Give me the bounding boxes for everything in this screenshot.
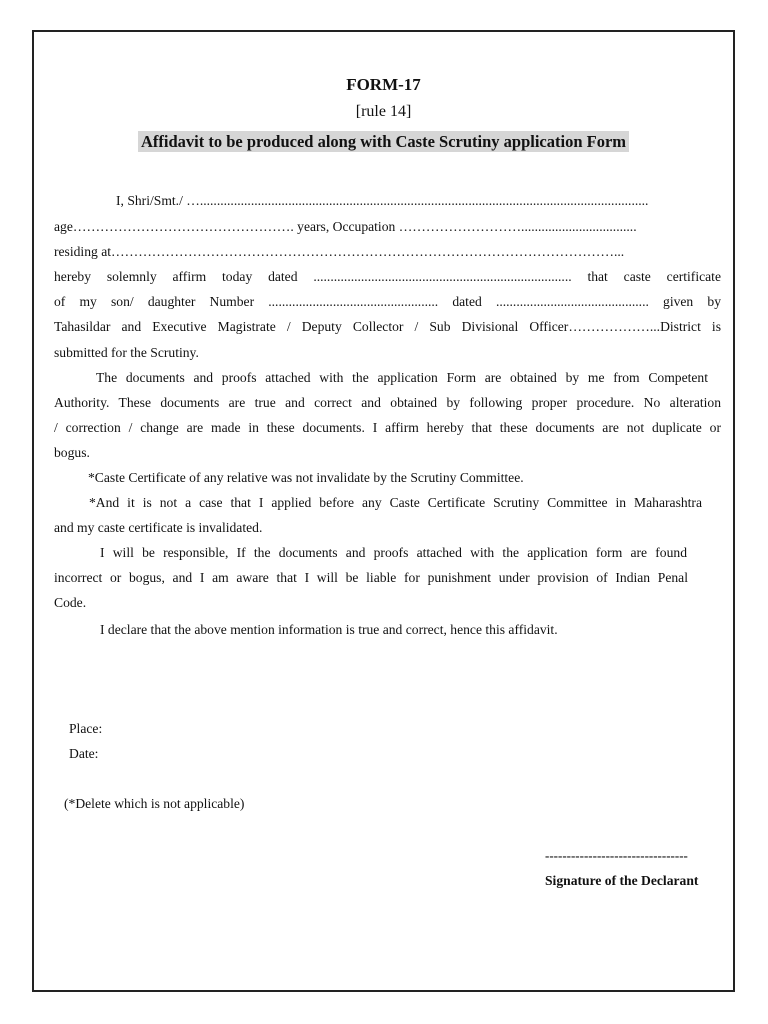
place-label: Place:: [69, 721, 103, 736]
documents-paragraph-line-4: bogus.: [54, 445, 90, 460]
form-title: FORM-17: [346, 75, 421, 94]
residence-line: residing at…………………………………………………………………………………………………...: [54, 244, 625, 259]
signature-label: Signature of the Declarant: [545, 873, 699, 888]
age-occupation-line: age…………………………………………. years, Occupation ………………………..................................: [54, 219, 637, 234]
responsibility-line-3: Code.: [54, 595, 87, 610]
relative-certificate-line: *Caste Certificate of any relative was not invalidate by the Scrutiny Committee.: [88, 470, 524, 485]
affirm-date-line: hereby solemnly affirm today dated ............................................................................ that caste certificate: [54, 269, 721, 284]
documents-paragraph-line-2: Authority. These documents are true and correct and obtained by following proper procedure. No alteration: [54, 395, 721, 410]
declaration-line: I declare that the above mention information is true and correct, hence this affidavit.: [100, 622, 558, 637]
responsibility-line-1: I will be responsible, If the documents and proofs attached with the application form are found: [100, 545, 687, 560]
affidavit-heading: [32, 132, 735, 152]
delete-note: (*Delete which is not applicable): [64, 796, 245, 811]
declarant-name-line: I, Shri/Smt./ …....................................................................................................................................: [116, 193, 649, 208]
documents-paragraph-line-1: The documents and proofs attached with the application Form are obtained by me from Competent: [96, 370, 708, 385]
rule-reference: [rule 14]: [355, 103, 412, 120]
responsibility-line-2: incorrect or bogus, and I am aware that I will be liable for punishment under provision of Indian Penal: [54, 570, 688, 585]
certificate-number-line: of my son/ daughter Number .................................................. dated ............................................. given by: [54, 294, 721, 309]
affidavit-heading-text: Affidavit to be produced along with Caste Scrutiny application Form: [138, 131, 629, 152]
documents-paragraph-line-3: / correction / change are made in these documents. I affirm hereby that these documents are not duplicate or: [54, 420, 721, 435]
signature-line: ---------------------------------: [545, 848, 688, 863]
date-label: Date:: [69, 746, 99, 761]
scrutiny-line: submitted for the Scrutiny.: [54, 345, 199, 360]
prior-application-line-1: *And it is not a case that I applied before any Caste Certificate Scrutiny Committee in Maharashtra: [89, 495, 702, 510]
issuing-authority-line: Tahasildar and Executive Magistrate / Deputy Collector / Sub Divisional Officer………………...District is: [54, 319, 721, 334]
prior-application-line-2: and my caste certificate is invalidated.: [54, 520, 263, 535]
